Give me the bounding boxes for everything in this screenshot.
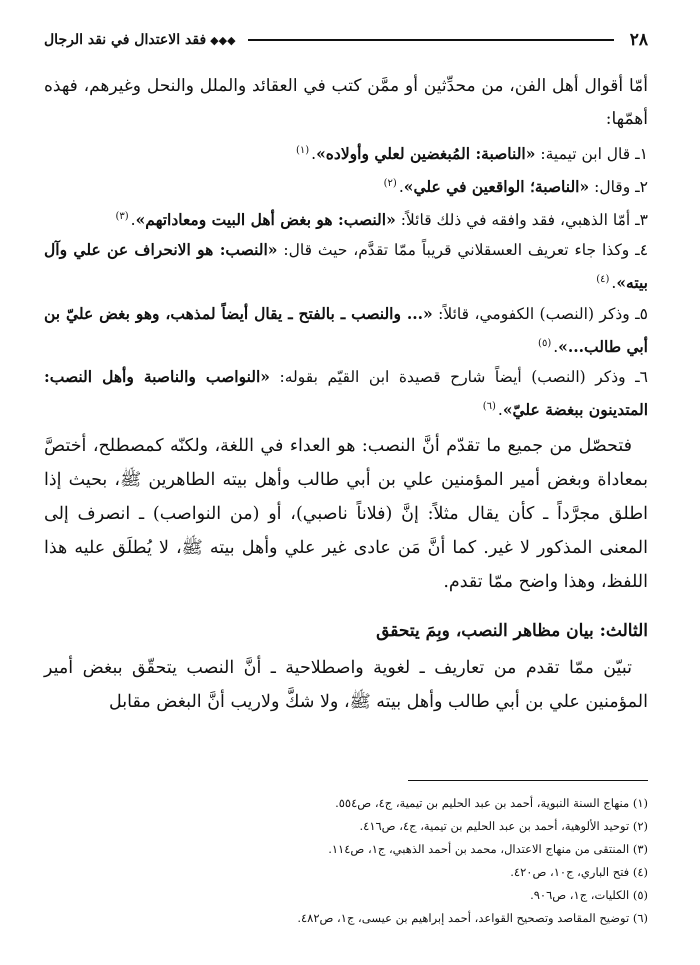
item-quote: «النصب: هو الانحراف عن علي وآل بيته»: [44, 240, 648, 293]
footnote: (٤) فتح الباري، ج١٠، ص٤٢٠.: [510, 865, 648, 879]
conclusion-paragraph: فتحصّل من جميع ما تقدّم أنَّ النصب: هو العداء في اللغة، ولكنّه كمصطلح، أختصَّ بمعاداة وبغض أمير المؤمنين علي بن أبي طالب وأهل بيته الطاهرين ﷺ، بحيث إذا اطلق مجرَّداً ـ كأن يقال مثلاً: إنَّ (فلاناً ناصبي)، أو (من النواصب) ـ انصرف إلى المعنى المذكور لا غير. كما أنَّ مَن عادى غير علي وأهل بيته ﷺ، لا يُطلَق عليه هذا اللفظ، وهذا واضح ممّا تقدم.: [44, 435, 648, 592]
list-item: [44, 169, 648, 202]
item-quote: «... والنصب ـ بالفتح ـ يقال أيضاً لمذهب، وهو بغض عليّ بن أبي طالب...»: [44, 303, 648, 356]
item-quote: «النصب: هو بغض أهل البيت ومعاداتهم»: [135, 210, 396, 230]
footnotes: [44, 792, 648, 930]
footnote: (٦) توضيح المقاصد وتصحيح القواعد، أحمد إبراهيم بن عيسى، ج١، ص٤٨٢.: [297, 911, 648, 925]
footnote: (٥) الكليات، ج١، ص٩٠٦.: [530, 888, 648, 902]
section-label: الثالث:: [599, 620, 648, 641]
running-title-text: فقد الاعتدال في نقد الرجال: [44, 32, 207, 48]
item-suffix: .: [311, 145, 317, 164]
footnote-reference: (١): [295, 145, 310, 156]
item-prefix: ٤ـ وكذا جاء تعريف العسقلاني قريباً ممّا تقدَّم، حيث قال:: [277, 241, 649, 260]
footnote: (٢) توحيد الألوهية، أحمد بن عبد الحليم بن تيمية، ج٤، ص٤١٦.: [359, 819, 648, 833]
footnote-reference: (٢): [383, 178, 397, 190]
footnote: (٣) المنتقى من منهاج الاعتدال، محمد بن أحمد الذهبي، ج١، ص١١٤.: [328, 842, 648, 856]
item-prefix: ٢ـ وقال:: [589, 178, 648, 197]
item-prefix: ٥ـ وذكر (النصب) الكفومي، قائلاً:: [432, 304, 648, 323]
section-heading: [44, 615, 648, 647]
item-suffix: .: [130, 211, 136, 230]
section-paragraph: تبيّن ممّا تقدم من تعاريف ـ لغوية واصطلاحية ـ أنَّ النصب يتحقّق ببغض أمير المؤمنين علي بن أبي طالب وأهل بيته ﷺ، ولا شكَّ ولاريب أنَّ البغض مقابل: [44, 657, 648, 712]
item-quote: «الناصبة: المُبغضين لعلي وأولاده»: [316, 144, 536, 164]
footnote-reference: (٦): [482, 400, 496, 412]
item-quote: «النواصب والناصبة وأهل النصب: المتدينون ببغضة عليّ»: [44, 366, 648, 419]
item-suffix: .: [497, 400, 503, 419]
section-title: بيان مظاهر النصب، وبِمَ يتحقق: [376, 620, 600, 641]
item-suffix: .: [611, 274, 617, 293]
item-suffix: .: [553, 337, 559, 356]
intro-paragraph: أمّا أقوال أهل الفن، من محدِّثين أو ممَّن كتب في العقائد والملل والنحل وغيرهم، فهذه أهمّها:: [44, 76, 648, 129]
list-item: [44, 136, 648, 169]
item-prefix: ١ـ قال ابن تيمية:: [535, 145, 648, 164]
running-title: [44, 32, 236, 48]
main-text: [44, 70, 648, 719]
item-quote: «الناصبة؛ الواقعين في علي»: [403, 177, 590, 197]
footnote-reference: (٥): [538, 337, 552, 349]
ornament-diamonds: ◆◆◆: [210, 34, 236, 47]
item-prefix: ٦ـ وذكر (النصب) أيضاً شارح قصيدة ابن القيّم بقوله:: [269, 367, 648, 386]
footnote-reference: (٤): [596, 274, 610, 286]
list-item: [44, 202, 648, 235]
item-prefix: ٣ـ أمّا الذهبي، فقد وافقه في ذلك قائلاً:: [395, 211, 648, 230]
footnote: (١) منهاج السنة النبوية، أحمد بن عبد الحليم بن تيمية، ج٤، ص٥٥٤.: [335, 796, 648, 810]
header-divider: [248, 39, 614, 41]
running-header: [44, 26, 648, 54]
list-item: [44, 299, 648, 362]
item-suffix: .: [398, 178, 404, 197]
footnote-divider: [408, 780, 648, 781]
page-number: ٢٨: [629, 30, 648, 50]
list-item: [44, 362, 648, 425]
footnote-reference: (٣): [115, 211, 129, 223]
list-item: [44, 235, 648, 298]
